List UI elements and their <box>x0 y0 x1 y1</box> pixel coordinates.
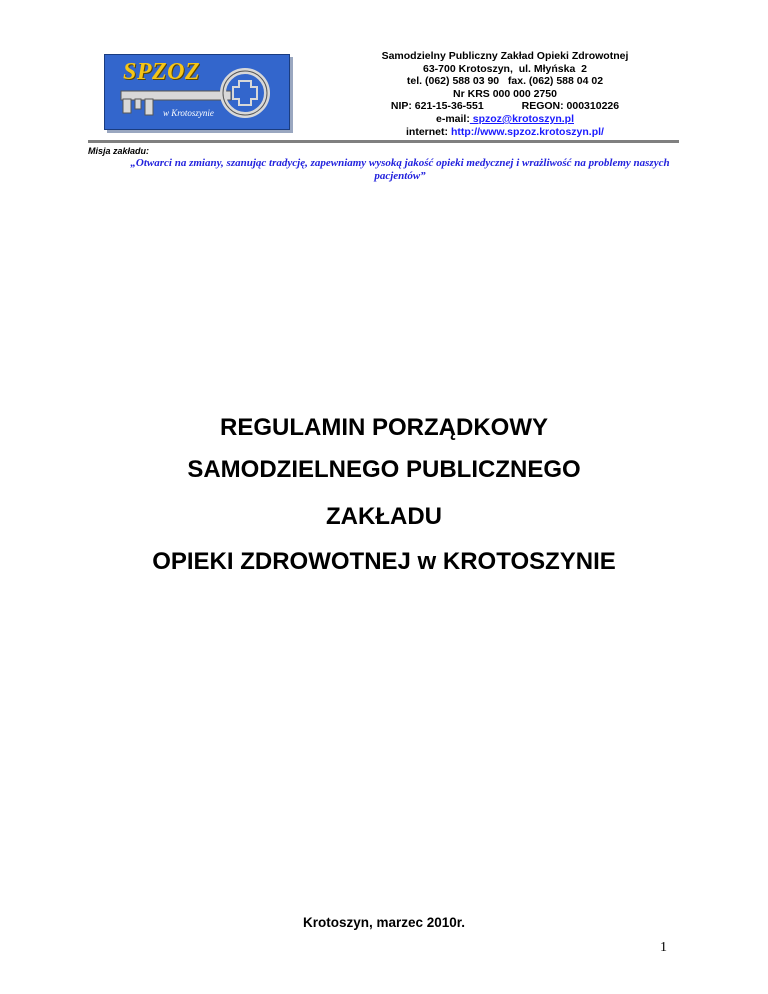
page-number: 1 <box>660 940 667 955</box>
logo-text: SPZOZ <box>123 59 201 85</box>
internet-line <box>340 126 670 139</box>
title-line-1: REGULAMIN PORZĄDKOWY <box>220 414 548 441</box>
title-line-4: OPIEKI ZDROWOTNEJ w KROTOSZYNIE <box>152 548 616 575</box>
title-line-2: SAMODZIELNEGO PUBLICZNEGO <box>187 456 581 483</box>
place-and-date: Krotoszyn, marzec 2010r. <box>302 915 466 930</box>
mission-statement: „Otwarci na zmiany, szanując tradycję, zapewniamy wysoką jakość opieki medycznej i wrażliwość na problemy naszych pacjentów” <box>130 157 670 182</box>
institution-regon: REGON: 000310226 <box>521 100 620 113</box>
mission-label: Misja zakładu: <box>88 146 150 156</box>
institution-nip: NIP: 621-15-36-551 <box>390 100 484 113</box>
email-label: e-mail: <box>435 112 470 125</box>
institution-address: 63-700 Krotoszyn, ul. Młyńska 2 <box>423 62 587 75</box>
spzoz-logo <box>104 54 290 130</box>
header-divider <box>88 140 679 143</box>
email-line <box>340 113 670 126</box>
institution-name: Samodzielny Publiczny Zakład Opieki Zdrowotnej <box>381 50 629 62</box>
institution-header <box>340 50 670 138</box>
website-link[interactable]: http://www.spzoz.krotoszyn.pl/ <box>450 125 604 138</box>
logo-city: w Krotoszynie <box>163 108 214 118</box>
title-line-3: ZAKŁADU <box>326 503 442 530</box>
email-link[interactable]: spzoz@krotoszyn.pl <box>469 112 574 125</box>
institution-phone: tel. (062) 588 03 90 fax. (062) 588 04 02 <box>406 75 604 88</box>
internet-label: internet: <box>406 125 449 138</box>
institution-krs: Nr KRS 000 000 2750 <box>453 87 557 100</box>
nip-regon-line <box>340 100 670 113</box>
